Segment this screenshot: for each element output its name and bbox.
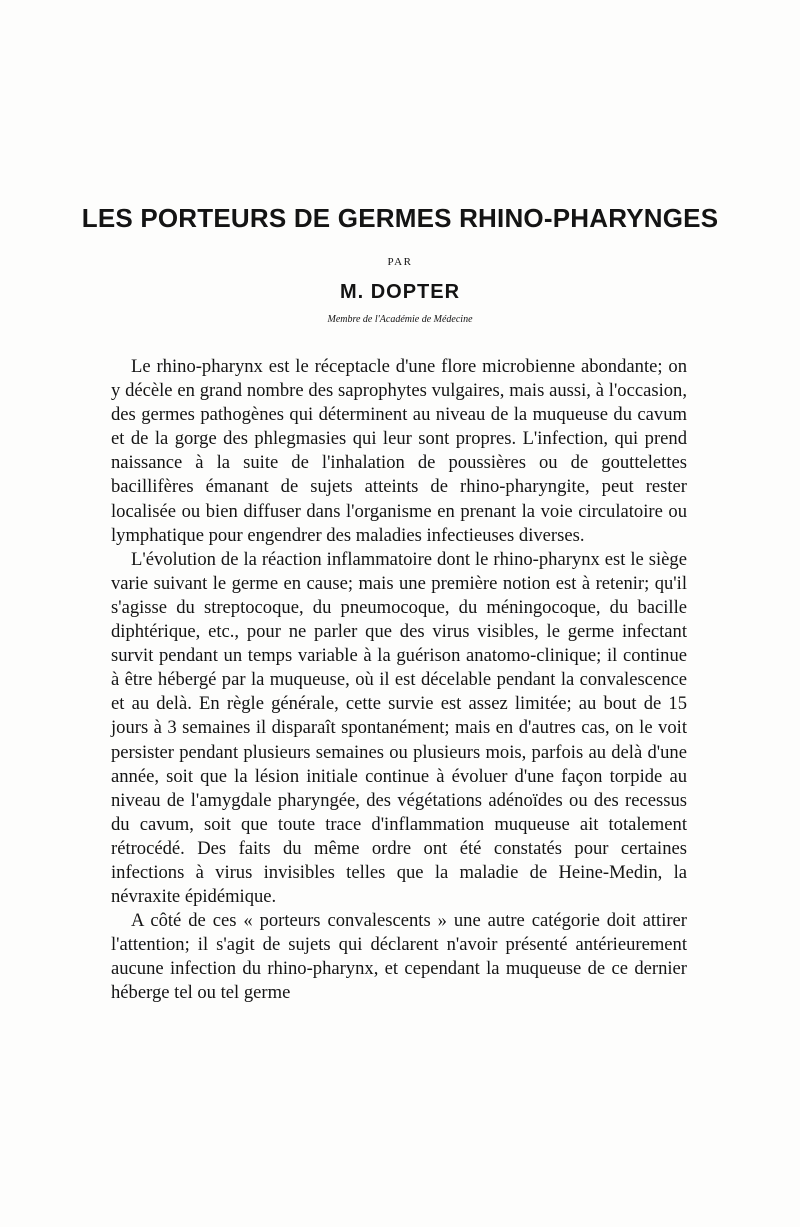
byline-label: PAR (387, 256, 413, 268)
author-affiliation: Membre de l'Académie de Médecine (327, 314, 473, 325)
article-title: LES PORTEURS DE GERMES RHINO-PHARYNGES (81, 203, 719, 233)
body-paragraph-3: A côté de ces « porteurs convalescents » une autre catégorie doit attirer l'attention; il s'agit de sujets qui déclarent n'avoir présenté antérieurement aucune infection du rhino-pharynx, et cependant la muqueuse de ce dernier héberge tel ou tel germe (111, 910, 687, 1004)
article-body (111, 355, 687, 1006)
body-paragraph-2: L'évolution de la réaction inflammatoire dont le rhino-pharynx est le siège varie suivant le germe en cause; mais une première notion est à retenir; qu'il s'agisse du streptocoque, du pneumocoque, du méningocoque, du bacille diphtérique, etc., pour ne parler que des virus visibles, le germe infectant survit pendant un temps variable à la guérison anatomo-clinique; il continue à être hébergé par la muqueuse, où il est décelable pendant la convalescence et au delà. En règle générale, cette survie est assez limitée; au bout de 15 jours à 3 semaines il disparaît spontanément; mais en d'autres cas, on le voit persister pendant plusieurs semaines ou plusieurs mois, parfois au delà d'une année, soit que la lésion initiale continue à évoluer d'une façon torpide au niveau de l'amygdale pharyngée, des végétations adénoïdes ou des recessus du cavum, soit que toute trace d'inflammation muqueuse ait totalement rétrocédé. Des faits du même ordre ont été constatés pour certaines infections à virus invisibles telles que la maladie de Heine-Medin, la névraxite épidémique. (111, 548, 687, 908)
author-name: M. DOPTER (339, 281, 461, 303)
body-paragraph-1: Le rhino-pharynx est le réceptacle d'une flore microbienne abondante; on y décèle en grand nombre des saprophytes vulgaires, mais aussi, à l'occasion, des germes pathogènes qui déterminent au niveau de la muqueuse du cavum et de la gorge des phlegmasies qui leur sont propres. L'infection, qui prend naissance à la suite de l'inhalation de poussières ou de gouttelettes bacillifères émanant de sujets atteints de rhino-pharyngite, peut rester localisée ou bien diffuser dans l'organisme en prenant la voie circulatoire ou lymphatique pour engendrer des maladies infectieuses diverses. (111, 356, 687, 546)
